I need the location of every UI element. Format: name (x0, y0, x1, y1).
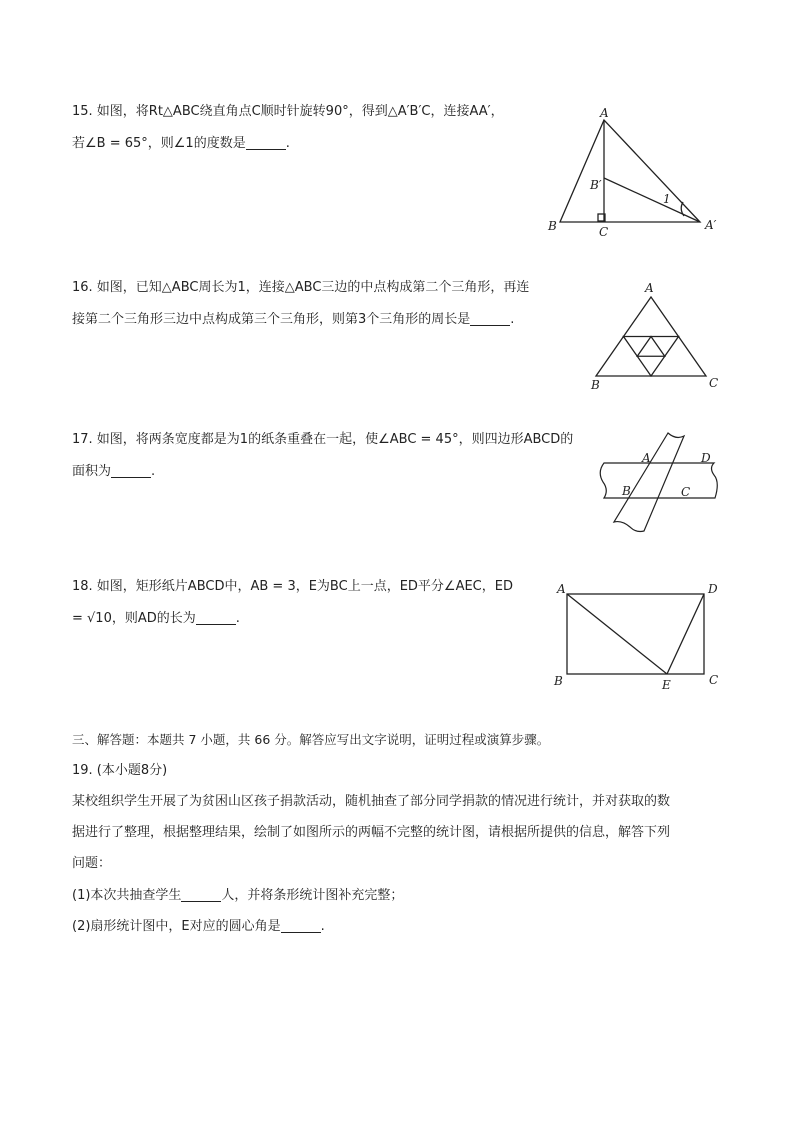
answer-blank-16 (470, 311, 510, 326)
answer-blank-19-1 (181, 887, 221, 902)
q15-label-b: B (548, 219, 557, 233)
q15-label-c: C (599, 225, 609, 239)
q16-label-a: A (645, 281, 654, 295)
q19-title: 19. (本小题8分) (72, 763, 168, 778)
q17-label-a: A (642, 451, 651, 465)
q18-line2-text: = √10，则AD的长为 (72, 611, 196, 626)
q19-paragraph-line3: 问题： (72, 856, 112, 871)
q19-subquestion-2 (72, 917, 325, 937)
q15-line2 (72, 134, 290, 154)
q16-label-c: C (709, 376, 719, 390)
q15-label-ap: A′ (705, 218, 717, 232)
q15-line1: 15. 如图，将Rt△ABC绕直角点C顺时针旋转90°，得到△A′B′C，连接AA′， (72, 104, 504, 119)
q19-s1-end: 人，并将条形统计图补充完整； (221, 888, 404, 903)
q16-line2 (72, 310, 514, 330)
q16-triangle-1 (596, 297, 706, 376)
q16-triangle-2 (624, 337, 679, 377)
q15-segment-bp-ap (604, 178, 700, 222)
q18-line2-end: . (235, 611, 240, 626)
q16-line2-text: 接第二个三角形三边中点构成第三个三角形，则第3个三角形的周长是 (72, 312, 471, 327)
q15-label-1: 1 (663, 192, 671, 206)
q15-right-angle-mark (598, 214, 605, 221)
section-heading: 三、解答题：本题共 7 小题，共 66 分。解答应写出文字说明，证明过程或演算步骤。 (72, 732, 550, 747)
answer-blank-17 (111, 463, 151, 478)
q18-segment-ae (567, 594, 667, 674)
q17-label-d: D (701, 451, 711, 465)
q17-line1: 17. 如图，将两条宽度都是为1的纸条重叠在一起，使∠ABC = 45°，则四边形ABCD的 (72, 432, 574, 447)
q15-label-bp: B′ (590, 178, 602, 192)
answer-blank-18 (196, 610, 236, 625)
q18-line2 (72, 609, 240, 629)
q19-paragraph-line2: 据进行了整理，根据整理结果，绘制了如图所示的两幅不完整的统计图，请根据所提供的信息，解答下列 (72, 825, 671, 840)
q18-label-b: B (554, 674, 563, 688)
q18-label-a: A (557, 582, 566, 596)
q17-strip-diagonal (614, 433, 684, 532)
q15-line2-text: 若∠B = 65°，则∠1的度数是 (72, 136, 246, 151)
answer-blank-19-2 (281, 918, 321, 933)
q17-label-c: C (681, 485, 691, 499)
q15-label-a: A (600, 106, 609, 120)
q19-subquestion-1 (72, 886, 403, 906)
q15-triangle-outer (560, 120, 700, 222)
q17-label-b: B (622, 484, 631, 498)
q18-line1: 18. 如图，矩形纸片ABCD中，AB = 3，E为BC上一点，ED平分∠AEC，ED (72, 579, 513, 594)
q19-s2-end: . (320, 919, 325, 934)
q16-label-b: B (591, 378, 600, 392)
q15-line2-end: . (285, 136, 290, 151)
q16-triangle-3 (637, 337, 665, 357)
q18-label-c: C (709, 673, 719, 687)
q18-label-d: D (708, 582, 718, 596)
q19-s2-text: (2)扇形统计图中，E对应的圆心角是 (72, 919, 281, 934)
q19-paragraph-line1: 某校组织学生开展了为贫困山区孩子捐款活动，随机抽查了部分同学捐款的情况进行统计，并对获取的数 (72, 794, 671, 809)
q17-line2-end: . (151, 464, 156, 479)
q17-strip-horizontal (600, 463, 717, 498)
q18-segment-ed (667, 594, 704, 674)
q18-rectangle (567, 594, 704, 674)
q16-line2-end: . (510, 312, 515, 327)
q17-line2-text: 面积为 (72, 464, 112, 479)
answer-blank-15 (246, 135, 286, 150)
q16-line1: 16. 如图，已知△ABC周长为1，连接△ABC三边的中点构成第二个三角形，再连 (72, 280, 530, 295)
q15-angle-arc (681, 202, 684, 216)
q17-line2 (72, 462, 155, 482)
q18-label-e: E (662, 678, 671, 692)
q19-s1-text: (1)本次共抽查学生 (72, 888, 182, 903)
